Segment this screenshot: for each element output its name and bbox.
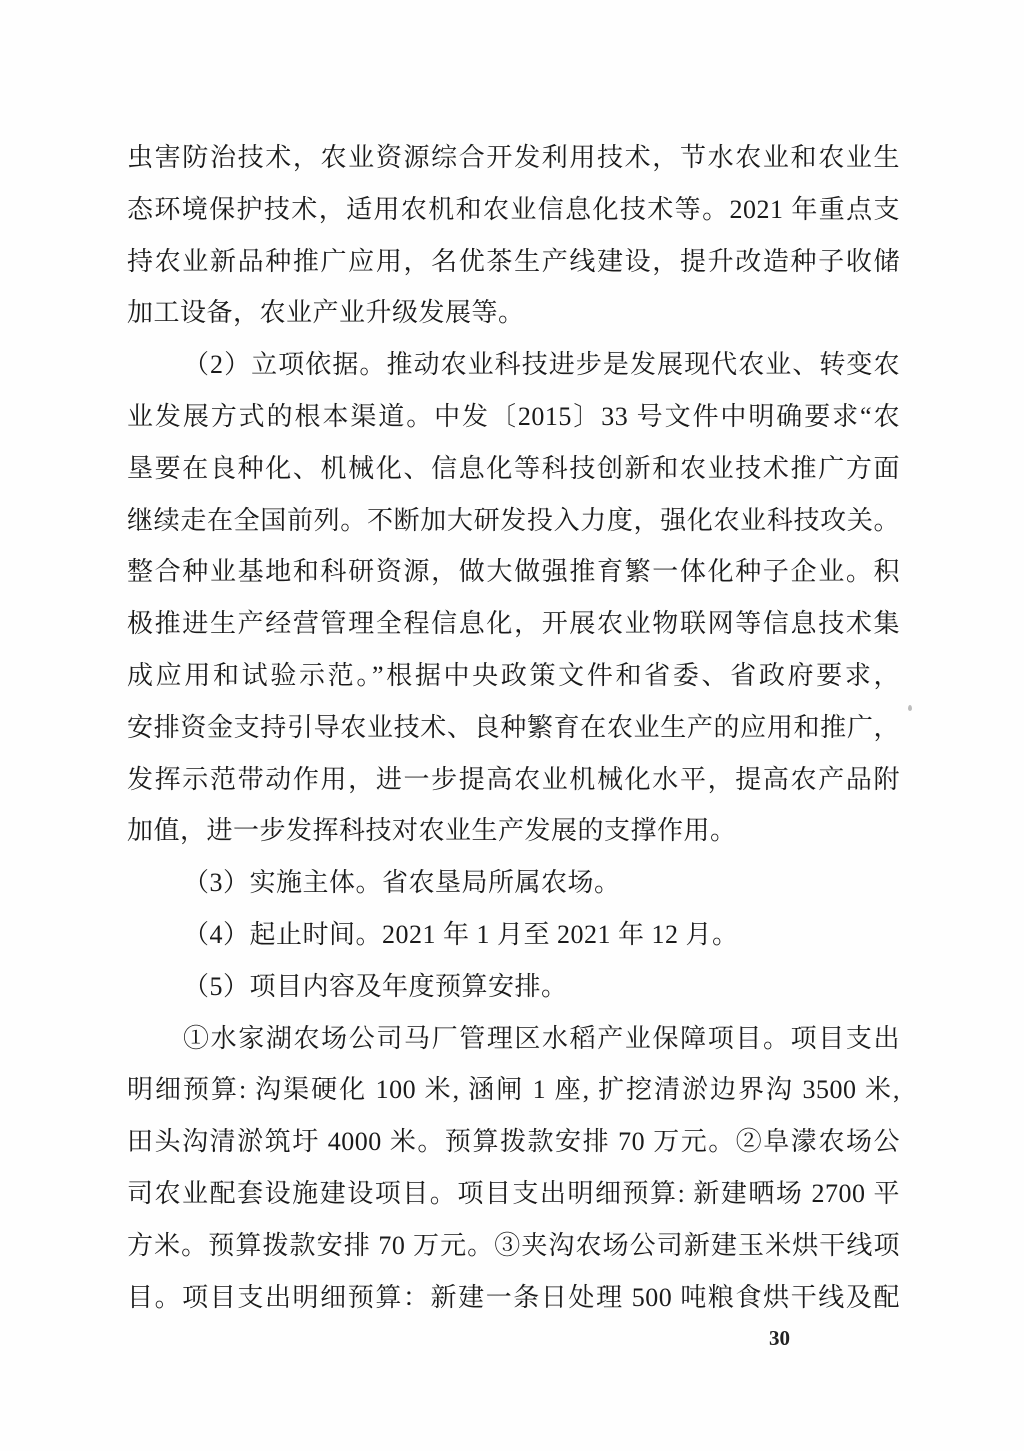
text-line: 虫害防治技术，农业资源综合开发利用技术，节水农业和农业生	[127, 143, 900, 172]
text-line: 明细预算: 沟渠硬化 100 米, 涵闸 1 座, 扩挖清淤边界沟 3500 米,	[127, 1075, 900, 1105]
text-line: 方米。预算拨款安排 70 万元。③夹沟农场公司新建玉米烘干线项	[127, 1230, 900, 1260]
text-line: （2）立项依据。推动农业科技进步是发展现代农业、转变农	[183, 350, 900, 380]
text-line: 整合种业基地和科研资源，做大做强推育繁一体化种子企业。积	[127, 557, 900, 587]
text-line: 极推进生产经营管理全程信息化，开展农业物联网等信息技术集	[127, 609, 900, 639]
scan-speck-artifact	[908, 705, 912, 711]
text-line: 田头沟清淤筑圩 4000 米。预算拨款安排 70 万元。②阜濛农场公	[127, 1127, 900, 1157]
text-line: ①水家湖农场公司马厂管理区水稻产业保障项目。项目支出	[183, 1023, 900, 1053]
text-line: 业发展方式的根本渠道。中发〔2015〕33 号文件中明确要求“农	[127, 401, 900, 431]
text-line: （5）项目内容及年度预算安排。	[183, 971, 568, 1001]
text-line: （3）实施主体。省农垦局所属农场。	[183, 868, 621, 898]
text-line: 加值，进一步发挥科技对农业生产发展的支撑作用。	[127, 816, 737, 846]
text-line: 继续走在全国前列。不断加大研发投入力度，强化农业科技攻关。	[127, 505, 900, 535]
text-line: 司农业配套设施建设项目。项目支出明细预算: 新建晒场 2700 平	[127, 1178, 900, 1208]
page-number-label: 30	[769, 1326, 790, 1350]
text-line: （4）起止时间。2021 年 1 月至 2021 年 12 月。	[183, 919, 739, 949]
text-line: 发挥示范带动作用，进一步提高农业机械化水平，提高农产品附	[127, 764, 900, 794]
text-line: 成应用和试验示范。”根据中央政策文件和省委、省政府要求，	[127, 660, 900, 690]
body-text	[127, 132, 900, 1323]
text-line: 加工设备，农业产业升级发展等。	[127, 298, 525, 328]
text-line: 态环境保护技术，适用农机和农业信息化技术等。2021 年重点支	[127, 194, 900, 224]
text-line: 目。项目支出明细预算：新建一条日处理 500 吨粮食烘干线及配	[127, 1282, 900, 1312]
text-line: 垦要在良种化、机械化、信息化等科技创新和农业技术推广方面	[127, 453, 900, 483]
text-line: 安排资金支持引导农业技术、良种繁育在农业生产的应用和推广，	[127, 712, 900, 742]
text-line: 持农业新品种推广应用，名优茶生产线建设，提升改造种子收储	[127, 246, 900, 276]
